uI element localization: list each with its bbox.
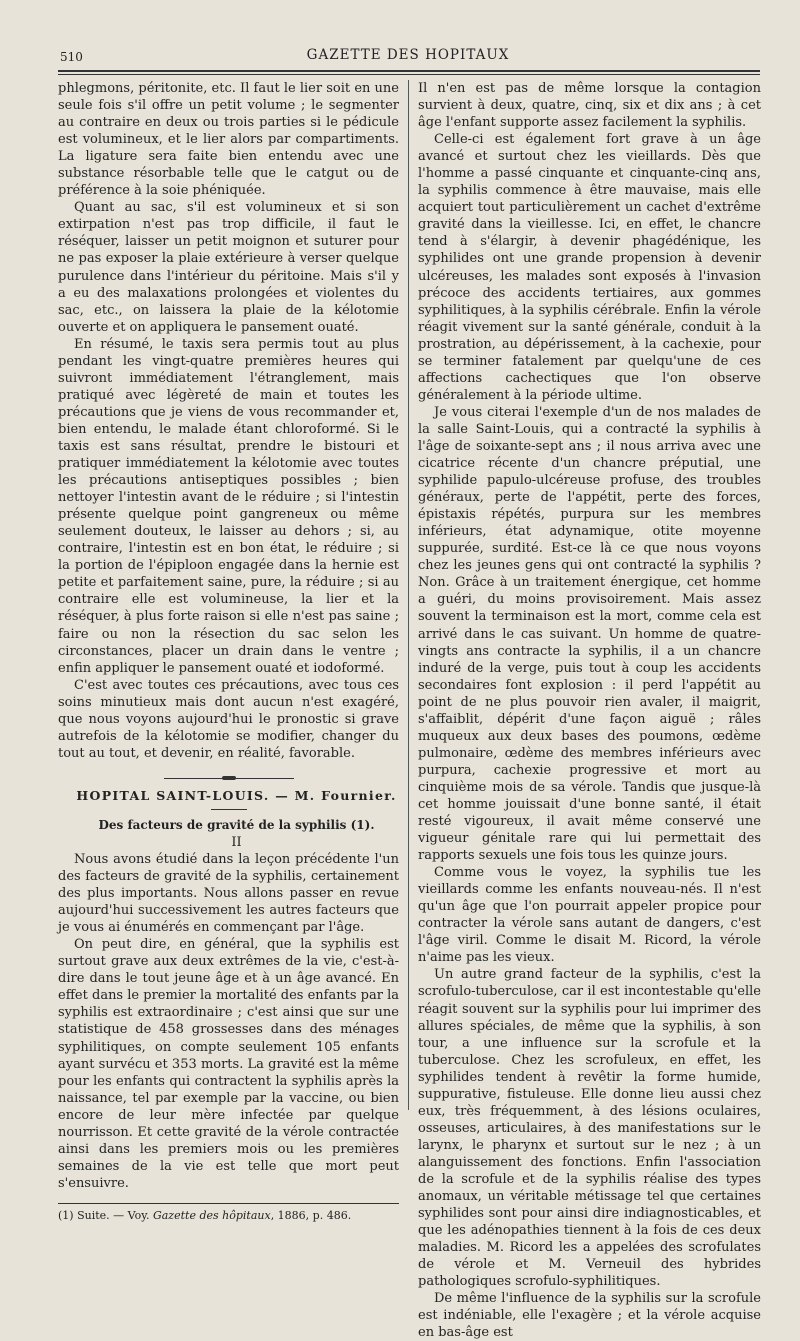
section-separator bbox=[164, 778, 294, 779]
section-heading: HOPITAL SAINT-LOUIS. — M. Fournier. bbox=[76, 787, 397, 803]
footnote-rule bbox=[58, 1203, 399, 1204]
heading-rule bbox=[211, 809, 247, 810]
footnote-source: Gazette des hôpitaux bbox=[152, 1208, 271, 1222]
column-divider bbox=[408, 80, 409, 1110]
paragraph: Je vous citerai l'exemple d'un de nos malades de la salle Saint-Louis, qui a contracté la syphilis à l'âge de soixante-sept ans ; il nous arriva avec une cicatrice récente d'un chancre préputial, une syphilide papulo-ulcéreuse profuse, des troubles généraux, perte de l'appétit, perte des forces, épistaxis répétés, purpura sur les membres inférieurs, état adynamique, otite moyenne suppurée, surdité. Est-ce là ce que nous voyons chez les jeunes gens qui ont contracté la syphilis ? Non. Grâce à un traitement énergique, cet homme a guéri, du moins provisoirement. Mais assez souvent la terminaison est la mort, comme cela est arrivé dans le cas suivant. Un homme de quatre-vingts ans contracte la syphilis, il a un chancre induré de la verge, puis tout à coup les accidents secondaires font explosion : il perd l'appétit au point de ne plus pouvoir rien avaler, il maigrit, s'affaiblit, dépérit d'une façon aiguë ; râles muqueux aux deux bases des poumons, œdème pulmonaire, œdème des membres inférieurs avec purpura, cachexie progressive et mort au cinquième mois de sa vérole. Tandis que jusque-là cet homme jouissait d'une bonne santé, il était resté vigoureux, il avait même conservé une vigueur génitale rare qui lui permettait des rapports sexuels une fois tous les quinze jours. bbox=[418, 404, 761, 864]
page-header bbox=[58, 44, 758, 68]
paragraph: Quant au sac, s'il est volumineux et si son extirpation n'est pas trop difficile, il faut le réséquer, laisser un petit moignon et suturer pour ne pas exposer la plaie extérieure à verser quelque purulence dans l'intérieur du péritoine. Mais s'il y a eu des malaxations prolongées et violentes du sac, etc., on laissera la plaie de la kélotomie ouverte et on appliquera le pansement ouaté. bbox=[58, 200, 399, 335]
journal-title: GAZETTE DES HOPITAUX bbox=[306, 47, 510, 63]
header-rule bbox=[58, 70, 760, 72]
paragraph: Nous avons étudié dans la leçon précédente l'un des facteurs de gravité de la syphilis, certainement des plus importants. Nous allons passer en revue aujourd'hui successivement les autres facteurs que je vous ai énumérés en commençant par l'âge. bbox=[58, 852, 399, 936]
footnote-suffix: , 1886, p. 486. bbox=[270, 1208, 352, 1222]
paragraph: Il n'en est pas de même lorsque la contagion survient à deux, quatre, cinq, six et dix ans ; à cet âge l'enfant supporte assez facilement la syphilis. bbox=[418, 81, 761, 131]
paragraph: De même l'influence de la syphilis sur la scrofule est indéniable, elle l'exagère ; et la vérole acquise en bas-âge est bbox=[418, 1291, 761, 1341]
article-subtitle: Des facteurs de gravité de la syphilis (1). bbox=[98, 817, 375, 832]
right-column bbox=[418, 80, 761, 1341]
paragraph: Un autre grand facteur de la syphilis, c'est la scrofulo-tuberculose, car il est incontestable qu'elle réagit souvent sur la syphilis pour lui imprimer des allures spéciales, de même que la syphilis, à son tour, a une influence sur la scrofule et la tuberculose. Chez les scrofuleux, en effet, les syphilides tendent à revêtir la forme humide, suppurative, fistuleuse. Elle donne lieu aussi chez eux, très fréquemment, à des lésions oculaires, osseuses, articulaires, à des manifestations sur le larynx, le pharynx et surtout sur le nez ; à un alanguissement des fonctions. Enfin l'association de la scrofule et de la syphilis réalise des types anomaux, un véritable métissage tel que certaines syphilides sont pour ainsi dire indiagnosticables, et que les adénopathies tiennent à la fois de ces deux maladies. M. Ricord les a appelées des scrofulates de vérole et M. Verneuil des hybrides pathologiques scrofulo-syphilitiques. bbox=[418, 967, 761, 1290]
paragraph: phlegmons, péritonite, etc. Il faut le lier soit en une seule fois s'il offre un petit volume ; le segmenter au contraire en deux ou trois parties si le pédicule est volumineux, et le lier alors par compartiments. La ligature sera faite bien entendu avec une substance résorbable telle que le catgut ou de préférence à la soie phéniquée. bbox=[58, 81, 399, 199]
part-number: II bbox=[231, 834, 242, 850]
page-number: 510 bbox=[60, 50, 83, 64]
footnote-prefix: (1) Suite. — Voy. bbox=[58, 1208, 150, 1222]
header-rule-thin bbox=[58, 74, 760, 75]
paragraph: En résumé, le taxis sera permis tout au plus pendant les vingt-quatre premières heures qui suivront immédiatement l'étranglement, mais pratiqué avec légèreté de main et toutes les précautions que je viens de vous recommander et, bien entendu, le malade étant chloroformé. Si le taxis est sans résultat, prendre le bistouri et pratiquer immédiatement la kélotomie avec toutes les précautions antiseptiques possibles ; bien nettoyer l'intestin avant de le réduire ; si l'intestin présente quelque point gangreneux ou même seulement douteux, le laisser au dehors ; si, au contraire, l'intestin est en bon état, le réduire ; si la portion de l'épiploon engagée dans la hernie est petite et parfaitement saine, pure, la réduire ; si au contraire elle est volumineuse, la lier et la réséquer, à plus forte raison si elle n'est pas saine ; faire ou non la résection du sac selon les circonstances, placer un drain dans le ventre ; enfin appliquer le pansement ouaté et iodoformé. bbox=[58, 336, 399, 676]
footnote bbox=[58, 1207, 399, 1224]
paragraph: On peut dire, en général, que la syphilis est surtout grave aux deux extrêmes de la vie, c'est-à-dire dans le tout jeune âge et à un âge avancé. En effet dans le premier la mortalité des enfants par la syphilis est extraordinaire ; c'est ainsi que sur une statistique de 458 grossesses dans des ménages syphilitiques, on compte seulement 105 enfants ayant survécu et 353 morts. La gravité est la même pour les enfants qui contractent la syphilis après la naissance, tel par exemple par la vaccine, ou bien encore de leur mère infectée par quelque nourrisson. Et cette gravité de la vérole contractée ainsi dans les premiers mois ou les premières semaines de la vie est telle que mort peut s'ensuivre. bbox=[58, 937, 399, 1191]
paragraph: C'est avec toutes ces précautions, avec tous ces soins minutieux mais dont aucun n'est exagéré, que nous voyons aujourd'hui le pronostic si grave autrefois de la kélotomie se modifier, changer du tout au tout, et devenir, en réalité, favorable. bbox=[58, 677, 399, 761]
left-column bbox=[58, 80, 399, 1224]
paragraph: Celle-ci est également fort grave à un âge avancé et surtout chez les vieillards. Dès que l'homme a passé cinquante et cinquante-cinq ans, la syphilis commence à être mauvaise, mais elle acquiert tout particulièrement un cachet d'extrême gravité dans la vieillesse. Ici, en effet, le chancre tend à s'élargir, à devenir phagédénique, les syphilides ont une grande propension à devenir ulcéreuses, les malades sont exposés à l'invasion précoce des accidents tertiaires, aux gommes syphilitiques, à la syphilis cérébrale. Enfin la vérole réagit vivement sur la santé générale, conduit à la prostration, au dépérissement, à la cachexie, pour se terminer fatalement par quelqu'une de ces affections cachectiques que l'on observe généralement à la période ultime. bbox=[418, 132, 761, 403]
paragraph: Comme vous le voyez, la syphilis tue les vieillards comme les enfants nouveau-nés. Il n'est qu'un âge que l'on pourrait appeler propice pour contracter la vérole sans autant de dangers, c'est l'âge viril. Comme le disait M. Ricord, la vérole n'aime pas les vieux. bbox=[418, 865, 761, 966]
